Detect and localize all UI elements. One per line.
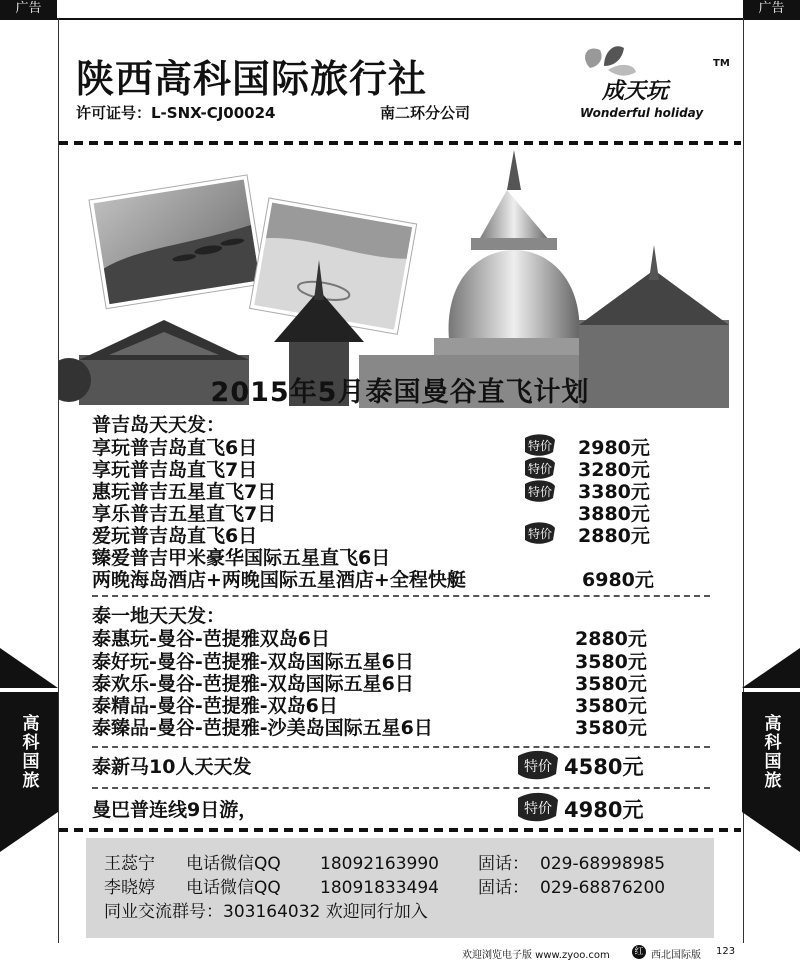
- footer-divider: [59, 828, 741, 832]
- special-price-text-1: 特价: [527, 439, 553, 453]
- logo-chinese-name: 成天玩: [602, 79, 669, 104]
- ad-tag-left: 广告: [0, 0, 57, 18]
- contact-tel-1: 029-68998985: [540, 854, 666, 874]
- phuket-item-2: 享玩普吉岛直飞7日: [92, 459, 258, 481]
- thai-item-5: 泰臻品-曼谷-芭提雅-沙美岛国际五星6日: [92, 717, 433, 739]
- phuket-item-6: 臻爱普吉甲米豪华国际五星直飞6日: [92, 547, 391, 569]
- thai-price-2: 3580元: [575, 651, 647, 673]
- side-tab-right-label: 高科国旅: [760, 714, 781, 790]
- phuket-price-4: 3880元: [578, 503, 650, 525]
- branch-name: 南二环分公司: [380, 104, 471, 122]
- side-tab-right-box: [742, 692, 800, 812]
- special-price-text-5: 特价: [524, 759, 552, 775]
- thai-item-2: 泰好玩-曼谷-芭提雅-双岛国际五星6日: [92, 651, 414, 673]
- side-tab-left-label: 高科国旅: [18, 714, 39, 790]
- beach-photo-1: [89, 175, 264, 309]
- phuket-price-3: 3380元: [578, 481, 650, 503]
- thai-price-5: 3580元: [575, 717, 647, 739]
- contact-mobile-2: 18091833494: [320, 878, 439, 898]
- extra-price-2: 4980元: [564, 798, 644, 822]
- banner-title: 2015年5月泰国曼谷直飞计划: [210, 377, 590, 408]
- side-tab-right-wedge: [742, 648, 800, 688]
- side-tab-left-box: [0, 692, 58, 812]
- footer-website: 欢迎浏览电子版 www.zyoo.com: [462, 950, 610, 961]
- thai-price-3: 3580元: [575, 673, 647, 695]
- license-number: 许可证号：L-SNX-CJ00024: [76, 104, 276, 122]
- phuket-price-2: 3280元: [578, 459, 650, 481]
- contact-mobile-1: 18092163990: [320, 854, 439, 874]
- extra-item-2: 曼巴普连线9日游，: [92, 799, 258, 821]
- side-tab-left: [0, 648, 58, 856]
- logo-english-name: Wonderful holiday: [580, 106, 704, 120]
- phuket-item-3: 惠玩普吉五星直飞7日: [92, 481, 277, 503]
- thai-item-4: 泰精品-曼谷-芭提雅-双岛6日: [92, 695, 338, 717]
- special-price-text-2: 特价: [527, 462, 553, 476]
- footer-section: 西北国际版: [651, 950, 701, 961]
- contact-label-2: 电话微信QQ: [186, 878, 281, 898]
- phuket-item-7: 两晚海岛酒店+两晚国际五星酒店+全程快艇: [92, 569, 466, 591]
- special-price-badge-3: [523, 478, 557, 504]
- page-number: 123: [716, 946, 736, 957]
- phuket-price-5: 2880元: [578, 525, 650, 547]
- contact-name-1: 王蕊宁: [104, 854, 155, 874]
- side-tab-left-wedge-bottom: [0, 812, 58, 852]
- side-tab-left-wedge: [0, 648, 58, 688]
- thai-item-3: 泰欢乐-曼谷-芭提雅-双岛国际五星6日: [92, 673, 414, 695]
- section-divider-1: [92, 595, 710, 597]
- company-name: 陕西高科国际旅行社: [76, 57, 428, 101]
- special-price-text-4: 特价: [527, 527, 553, 541]
- phuket-price-1: 2980元: [578, 437, 650, 459]
- contact-tel-label-2: 固话：: [478, 878, 529, 898]
- footer-badge: 红: [632, 945, 646, 959]
- group-number: 同业交流群号：303164032 欢迎同行加入: [104, 902, 428, 922]
- extra-price-1: 4580元: [564, 755, 644, 779]
- special-price-badge-6: [516, 790, 560, 824]
- special-price-text-6: 特价: [524, 801, 552, 817]
- contact-name-2: 李晓婷: [104, 878, 155, 898]
- contact-tel-2: 029-68876200: [540, 878, 666, 898]
- header-divider: [59, 141, 741, 145]
- side-tab-right-wedge-bottom: [742, 812, 800, 852]
- thai-price-4: 3580元: [575, 695, 647, 717]
- special-price-badge-5: [516, 748, 560, 782]
- thai-item-1: 泰惠玩-曼谷-芭提雅双岛6日: [92, 628, 330, 650]
- logo-trademark: TM: [713, 58, 730, 69]
- thai-section-title: 泰一地天天发：: [92, 605, 226, 627]
- contact-tel-label-1: 固话：: [478, 854, 529, 874]
- section-divider-2: [92, 746, 710, 748]
- extra-item-1: 泰新马10人天天发: [92, 756, 252, 778]
- phuket-price-7: 6980元: [582, 569, 654, 591]
- contact-label-1: 电话微信QQ: [186, 854, 281, 874]
- ad-tag-right: 广告: [743, 0, 800, 18]
- thai-price-1: 2880元: [575, 628, 647, 650]
- special-price-text-3: 特价: [527, 485, 553, 499]
- phuket-section-title: 普吉岛天天发：: [92, 414, 226, 436]
- side-tab-right: [742, 648, 800, 856]
- phuket-item-5: 爱玩普吉岛直飞6日: [92, 525, 258, 547]
- special-price-badge-4: [523, 520, 557, 546]
- phuket-item-1: 享玩普吉岛直飞6日: [92, 437, 258, 459]
- section-divider-3: [92, 787, 710, 789]
- phuket-item-4: 享乐普吉五星直飞7日: [92, 503, 277, 525]
